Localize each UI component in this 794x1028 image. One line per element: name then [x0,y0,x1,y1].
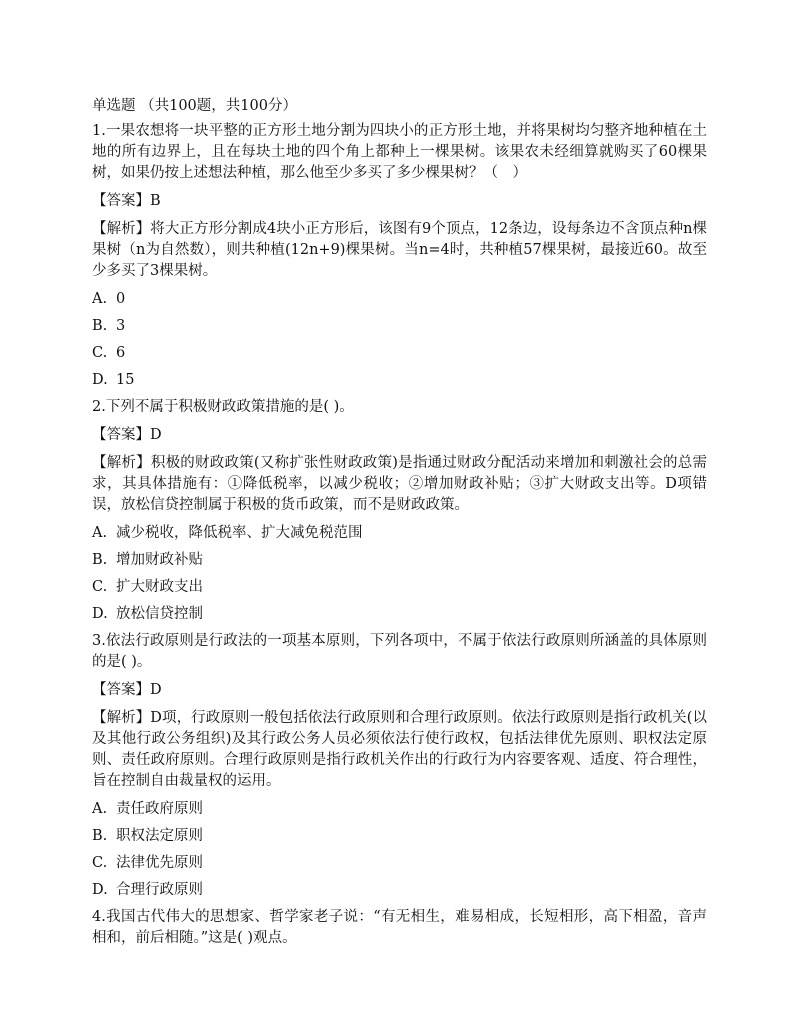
option-text: 合理行政原则 [116,882,203,898]
option-b [92,826,707,847]
option-c [92,343,707,364]
analysis-text: 【解析】将大正方形分割成4块小正方形后，该图有9个顶点，12条边，设每条边不含顶点种n棵果树（n为自然数），则共种植(12n+9)棵果树。当n=4时，共种植57棵果树，最接近60。故至少多买了3棵果树。 [92,221,707,279]
option-b [92,550,707,571]
question-text: 4.我国古代伟大的思想家、哲学家老子说：“有无相生，难易相成，长短相形，高下相盈，音声相和，前后相随。”这是( )观点。 [92,909,707,946]
option-letter: D. [92,372,108,388]
option-c [92,577,707,598]
analysis-text: 【解析】积极的财政政策(又称扩张性财政政策)是指通过财政分配活动来增加和刺激社会的总需求，其具体措施有：①降低税率，以减少税收；②增加财政补贴；③扩大财政支出等。D项错误，放松信贷控制属于积极的货币政策，而不是财政政策。 [92,455,707,513]
document-page [92,96,707,956]
answer-line: 【答案】D [92,427,162,443]
question-block-2 [92,397,707,625]
option-text: 3 [116,318,126,334]
option-text: 6 [116,345,126,361]
option-text: 法律优先原则 [116,855,203,871]
option-a [92,523,707,544]
option-text: 责任政府原则 [116,801,203,817]
option-c [92,853,707,874]
question-text: 1.一果农想将一块平整的正方形土地分割为四块小的正方形土地，并将果树均匀整齐地种植在土地的所有边界上，且在每块土地的四个角上都种上一棵果树。该果农未经细算就购买了60棵果树，如果仍按上述想法种植，那么他至少多买了多少棵果树？（ ） [92,123,707,181]
question-block-4 [92,907,707,949]
analysis-text: 【解析】D项，行政原则一般包括依法行政原则和合理行政原则。依法行政原则是指行政机关(以及其他行政公务组织)及其行政公务人员必须依法行使行政权，包括法律优先原则、职权法定原则、责任政府原则。合理行政原则是指行政机关作出的行政行为内容要客观、适度、符合理性，旨在控制自由裁量权的运用。 [92,710,707,789]
option-letter: C. [92,579,108,595]
question-text: 3.依法行政原则是行政法的一项基本原则，下列各项中，不属于依法行政原则所涵盖的具体原则的是( )。 [92,633,707,670]
option-letter: B. [92,552,108,568]
question-block-3 [92,631,707,901]
option-b [92,316,707,337]
option-text: 0 [116,291,126,307]
option-d [92,880,707,901]
option-text: 增加财政补贴 [116,552,203,568]
question-text: 2.下列不属于积极财政政策措施的是( )。 [92,399,354,415]
option-text: 减少税收，降低税率、扩大减免税范围 [116,525,363,541]
option-letter: C. [92,855,108,871]
option-text: 扩大财政支出 [116,579,203,595]
option-letter: A. [92,525,108,541]
option-letter: A. [92,801,108,817]
option-letter: B. [92,318,108,334]
option-letter: C. [92,345,108,361]
answer-line: 【答案】D [92,682,162,698]
option-d [92,370,707,391]
option-text: 放松信贷控制 [116,606,203,622]
option-letter: A. [92,291,108,307]
option-letter: D. [92,606,108,622]
option-letter: D. [92,882,108,898]
question-block-1 [92,121,707,391]
option-a [92,289,707,310]
option-letter: B. [92,828,108,844]
option-d [92,604,707,625]
section-header: 单选题 （共100题，共100分） [92,98,297,114]
option-text: 职权法定原则 [116,828,203,844]
answer-line: 【答案】B [92,193,161,209]
option-a [92,799,707,820]
option-text: 15 [116,372,135,388]
